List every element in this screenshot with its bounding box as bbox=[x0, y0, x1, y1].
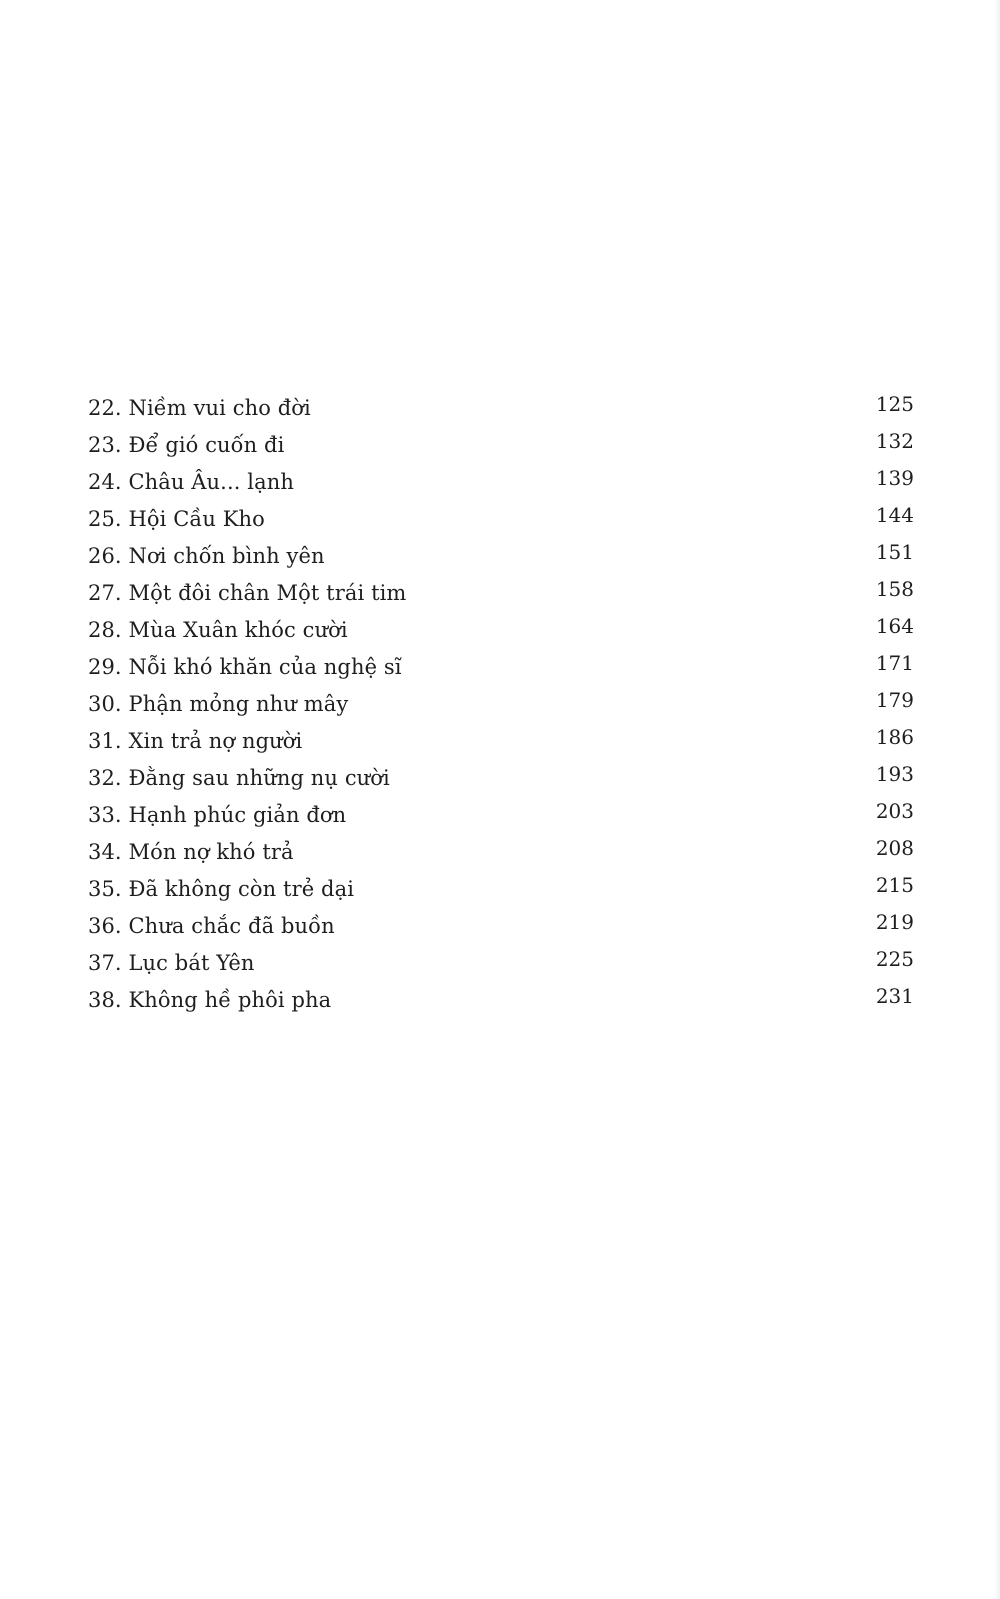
toc-entry-page-number: 219 bbox=[875, 910, 914, 934]
toc-entry-page-number: 231 bbox=[875, 984, 914, 1008]
toc-entry-title: 28. Mùa Xuân khóc cười bbox=[88, 618, 348, 642]
page-edge bbox=[994, 0, 1000, 1599]
toc-entry-title: 33. Hạnh phúc giản đơn bbox=[88, 803, 347, 827]
toc-entry-title: 38. Không hề phôi pha bbox=[88, 988, 332, 1012]
toc-entry-page-number: 225 bbox=[875, 947, 914, 971]
toc-entry bbox=[88, 577, 914, 614]
toc-entry-title: 29. Nỗi khó khăn của nghệ sĩ bbox=[88, 655, 402, 679]
toc-entry-page-number: 193 bbox=[875, 762, 914, 786]
toc-entry-title: 26. Nơi chốn bình yên bbox=[88, 544, 325, 568]
toc-entry-page-number: 208 bbox=[875, 836, 914, 860]
table-of-contents bbox=[88, 392, 914, 1021]
toc-entry-page-number: 132 bbox=[875, 429, 914, 453]
toc-entry-title: 23. Để gió cuốn đi bbox=[88, 433, 285, 457]
toc-entry-title: 22. Niềm vui cho đời bbox=[88, 396, 311, 420]
toc-entry bbox=[88, 614, 914, 651]
toc-entry bbox=[88, 429, 914, 466]
toc-entry-page-number: 151 bbox=[875, 540, 914, 564]
toc-entry bbox=[88, 651, 914, 688]
toc-entry-title: 31. Xin trả nợ người bbox=[88, 729, 303, 753]
toc-entry bbox=[88, 762, 914, 799]
toc-entry-title: 34. Món nợ khó trả bbox=[88, 840, 294, 864]
toc-entry bbox=[88, 466, 914, 503]
toc-entry-page-number: 186 bbox=[875, 725, 914, 749]
toc-entry bbox=[88, 873, 914, 910]
toc-entry-title: 36. Chưa chắc đã buồn bbox=[88, 914, 335, 938]
toc-entry-page-number: 144 bbox=[875, 503, 914, 527]
toc-entry-title: 25. Hội Cầu Kho bbox=[88, 507, 265, 531]
toc-entry-title: 27. Một đôi chân Một trái tim bbox=[88, 581, 407, 605]
toc-entry bbox=[88, 392, 914, 429]
toc-entry-title: 35. Đã không còn trẻ dại bbox=[88, 877, 355, 901]
toc-entry bbox=[88, 836, 914, 873]
toc-entry bbox=[88, 688, 914, 725]
toc-entry-page-number: 171 bbox=[875, 651, 914, 675]
toc-entry-page-number: 179 bbox=[875, 688, 914, 712]
toc-entry-page-number: 203 bbox=[875, 799, 914, 823]
toc-entry-page-number: 139 bbox=[875, 466, 914, 490]
toc-entry-page-number: 158 bbox=[875, 577, 914, 601]
toc-entry bbox=[88, 725, 914, 762]
toc-entry-title: 37. Lục bát Yên bbox=[88, 951, 255, 975]
toc-entry bbox=[88, 984, 914, 1021]
toc-entry-title: 24. Châu Âu... lạnh bbox=[88, 470, 294, 494]
toc-entry-page-number: 125 bbox=[875, 392, 914, 416]
toc-entry-title: 30. Phận mỏng như mây bbox=[88, 692, 349, 716]
toc-entry-page-number: 215 bbox=[875, 873, 914, 897]
toc-entry-title: 32. Đằng sau những nụ cười bbox=[88, 766, 390, 790]
toc-entry bbox=[88, 503, 914, 540]
toc-entry-page-number: 164 bbox=[875, 614, 914, 638]
toc-entry bbox=[88, 947, 914, 984]
toc-entry bbox=[88, 799, 914, 836]
toc-entry bbox=[88, 540, 914, 577]
toc-entry bbox=[88, 910, 914, 947]
